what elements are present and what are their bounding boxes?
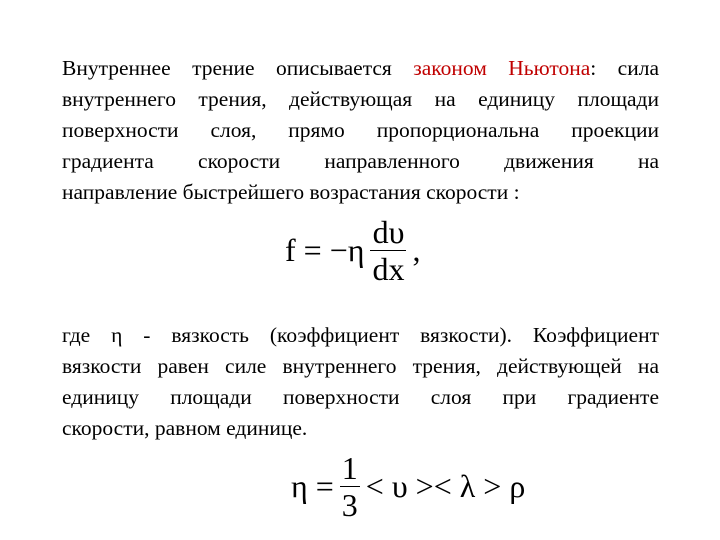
formula2-lhs: η = [291,468,334,504]
formula1-tail: , [412,232,421,268]
formula2-fraction [340,450,360,523]
viscosity-line-4: скорости, равном единице. [62,416,308,440]
definition-line-4: градиента скорости направленного движения на [62,149,659,173]
formula1-fraction [370,214,406,287]
viscosity-line-1: где η - вязкость (коэффициент вязкости). Коэффициент [62,323,659,347]
newton-friction-formula [283,214,422,287]
definition-line-1-start: Внутреннее трение описывается [62,56,414,80]
formula1-lhs: f = −η [285,232,365,268]
definition-paragraph [62,53,659,208]
formula2-numerator: 1 [341,450,358,486]
formula2-denominator: 3 [341,487,358,523]
formula2-rhs: < υ >< λ > ρ [365,468,526,504]
formula1-denominator: dx [372,251,405,287]
definition-line-1 [62,53,659,84]
newton-law-term: законом Ньютона [413,56,591,80]
definition-line-3: поверхности слоя, прямо пропорциональна проекции [62,118,659,142]
definition-line-5: направление быстрейшего возрастания скорости : [62,180,520,204]
definition-line-2: внутреннего трения, действующая на единицу площади [62,87,659,111]
formula1-numerator: dυ [372,214,405,250]
viscosity-formula [289,450,527,523]
viscosity-line-2: вязкости равен силе внутреннего трения, действующей на [62,354,659,378]
viscosity-paragraph [62,320,659,444]
viscosity-line-3: единицу площади поверхности слоя при градиенте [62,385,659,409]
definition-line-1-end: : сила [590,56,659,80]
